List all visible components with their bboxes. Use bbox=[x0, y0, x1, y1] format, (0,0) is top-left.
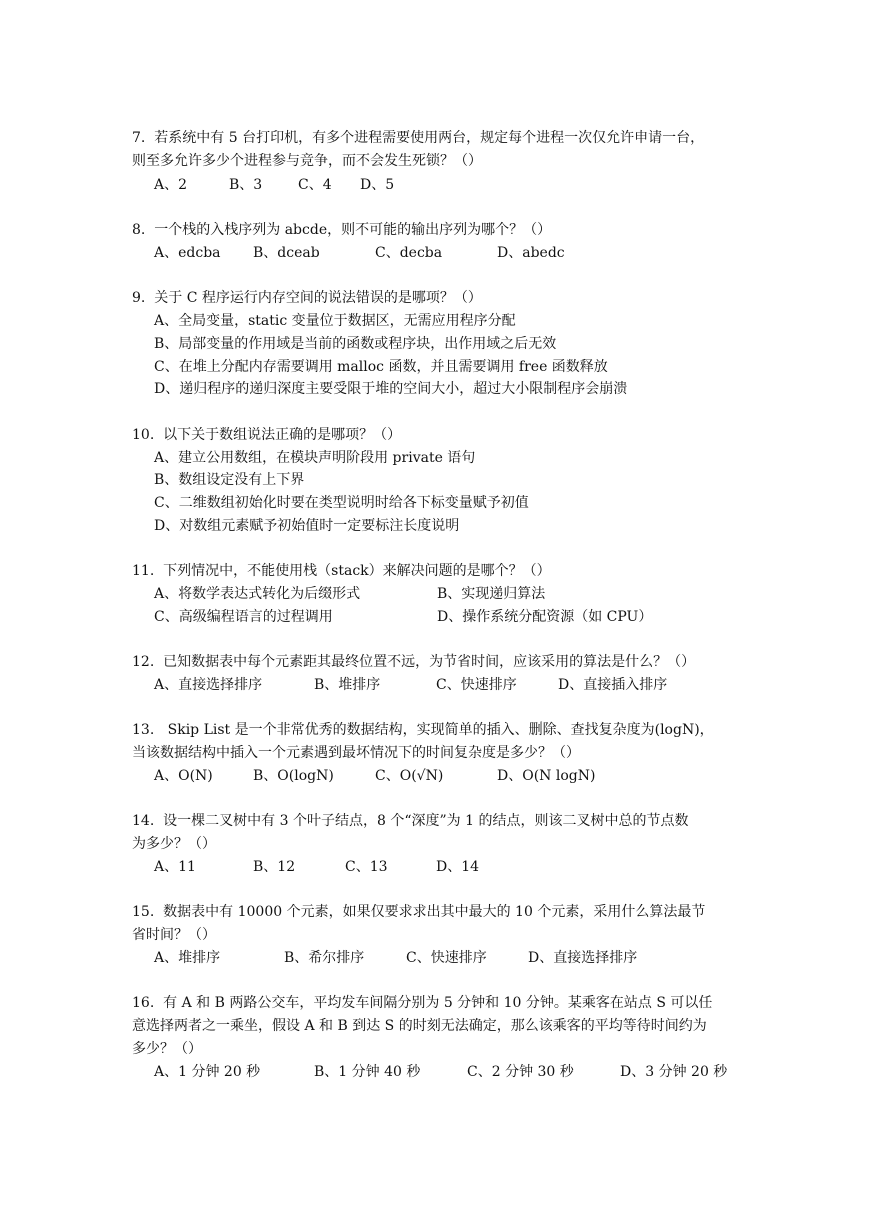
question-15-text-line-1: 15. 数据表中有 10000 个元素，如果仅要求求出其中最大的 10 个元素，采用什么算法最节 bbox=[132, 904, 706, 920]
question-15-option-d: D、直接选择排序 bbox=[528, 950, 638, 966]
question-12-text-line-1: 12. 已知数据表中每个元素距其最终位置不远，为节省时间，应该采用的算法是什么？（） bbox=[132, 654, 696, 670]
question-9-option-a: A、全局变量，static 变量位于数据区，无需应用程序分配 bbox=[154, 313, 516, 329]
question-9-option-d: D、递归程序的递归深度主要受限于堆的空间大小，超过大小限制程序会崩溃 bbox=[154, 381, 628, 397]
question-11-option-b: B、实现递归算法 bbox=[437, 586, 546, 602]
question-14-option-a: A、11 bbox=[154, 859, 196, 875]
question-12-option-b: B、堆排序 bbox=[314, 677, 381, 693]
question-8-text-line-1: 8. 一个栈的入栈序列为 abcde，则不可能的输出序列为哪个？（） bbox=[132, 222, 552, 238]
question-16-option-b: B、1 分钟 40 秒 bbox=[314, 1064, 421, 1080]
question-10-text-line-1: 10. 以下关于数组说法正确的是哪项？（） bbox=[132, 427, 402, 443]
question-8-option-d: D、abedc bbox=[497, 245, 565, 261]
question-16-text-line-1: 16. 有 A 和 B 两路公交车，平均发车间隔分别为 5 分钟和 10 分钟。某乘客在站点 S 可以任 bbox=[132, 995, 713, 1011]
question-12-option-d: D、直接插入排序 bbox=[558, 677, 668, 693]
question-11-option-a: A、将数学表达式转化为后缀形式 bbox=[154, 586, 361, 602]
question-11-option-d: D、操作系统分配资源（如 CPU） bbox=[437, 609, 653, 625]
question-7-option-d: D、5 bbox=[360, 177, 395, 193]
question-16-option-c: C、2 分钟 30 秒 bbox=[467, 1064, 574, 1080]
question-12-option-a: A、直接选择排序 bbox=[154, 677, 263, 693]
question-15-option-a: A、堆排序 bbox=[154, 950, 221, 966]
question-16-option-a: A、1 分钟 20 秒 bbox=[154, 1064, 261, 1080]
question-15-text-line-2: 省时间？（） bbox=[132, 927, 216, 943]
question-14-text-line-1: 14. 设一棵二叉树中有 3 个叶子结点，8 个“深度”为 1 的结点，则该二叉树中总的节点数 bbox=[132, 813, 689, 829]
question-14-text-line-2: 为多少？（） bbox=[132, 836, 216, 852]
question-16-text-line-2: 意选择两者之一乘坐，假设 A 和 B 到达 S 的时刻无法确定，那么该乘客的平均等待时间约为 bbox=[132, 1018, 707, 1034]
question-8-option-c: C、decba bbox=[375, 245, 443, 261]
question-16-text-line-3: 多少？（） bbox=[132, 1041, 202, 1057]
question-7-text-line-2: 则至多允许多少个进程参与竞争，而不会发生死锁？（） bbox=[132, 153, 482, 169]
question-9-text-line-1: 9. 关于 C 程序运行内存空间的说法错误的是哪项？（） bbox=[132, 290, 482, 306]
question-11-option-c: C、高级编程语言的过程调用 bbox=[154, 609, 333, 625]
question-10-option-a: A、建立公用数组，在模块声明阶段用 private 语句 bbox=[154, 450, 476, 466]
question-13-option-c: C、O(√N) bbox=[375, 768, 444, 784]
question-7-text-line-1: 7. 若系统中有 5 台打印机，有多个进程需要使用两台，规定每个进程一次仅允许申请一台， bbox=[132, 130, 705, 146]
question-13-text-line-1: 13. Skip List 是一个非常优秀的数据结构，实现简单的插入、删除、查找复杂度为(logN)， bbox=[132, 722, 714, 738]
question-7-option-a: A、2 bbox=[154, 177, 188, 193]
question-13-option-d: D、O(N logN) bbox=[497, 768, 596, 784]
question-12-option-c: C、快速排序 bbox=[436, 677, 517, 693]
question-8-option-a: A、edcba bbox=[154, 245, 221, 261]
question-11-text-line-1: 11. 下列情况中，不能使用栈（stack）来解决问题的是哪个？（） bbox=[132, 563, 551, 579]
question-14-option-b: B、12 bbox=[253, 859, 296, 875]
question-7-option-c: C、4 bbox=[298, 177, 332, 193]
question-15-option-c: C、快速排序 bbox=[406, 950, 487, 966]
question-9-option-c: C、在堆上分配内存需要调用 malloc 函数，并且需要调用 free 函数释放 bbox=[154, 359, 608, 375]
question-13-option-a: A、O(N) bbox=[154, 768, 213, 784]
question-10-option-b: B、数组设定没有上下界 bbox=[154, 472, 305, 488]
question-13-option-b: B、O(logN) bbox=[253, 768, 334, 784]
question-14-option-d: D、14 bbox=[436, 859, 480, 875]
question-16-option-d: D、3 分钟 20 秒 bbox=[620, 1064, 728, 1080]
question-13-text-line-2: 当该数据结构中插入一个元素遇到最坏情况下的时间复杂度是多少？（） bbox=[132, 745, 580, 761]
question-10-option-c: C、二维数组初始化时要在类型说明时给各下标变量赋予初值 bbox=[154, 495, 529, 511]
question-10-option-d: D、对数组元素赋予初始值时一定要标注长度说明 bbox=[154, 518, 460, 534]
question-9-option-b: B、局部变量的作用域是当前的函数或程序块，出作用域之后无效 bbox=[154, 336, 557, 352]
question-8-option-b: B、dceab bbox=[253, 245, 320, 261]
question-7-option-b: B、3 bbox=[229, 177, 263, 193]
question-14-option-c: C、13 bbox=[345, 859, 388, 875]
question-15-option-b: B、希尔排序 bbox=[284, 950, 365, 966]
